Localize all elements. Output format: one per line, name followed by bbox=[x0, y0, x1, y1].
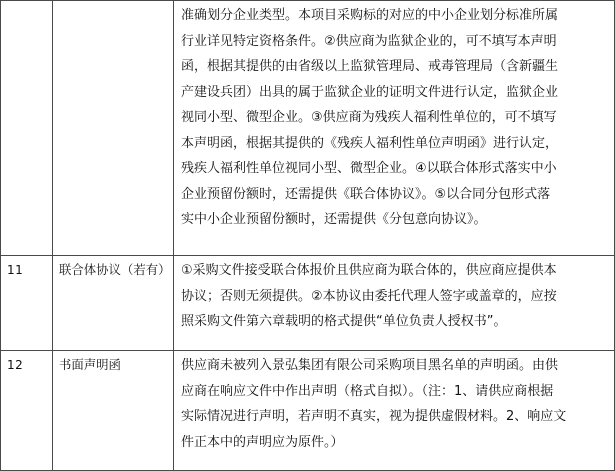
table-row bbox=[1, 256, 615, 351]
description-line: 残疾人福利性单位视同小型、微型企业。④以联合体形式落实中小 bbox=[181, 161, 557, 176]
description-line: 本声明函，根据其提供的《残疾人福利性单位声明函》进行认定， bbox=[181, 135, 559, 151]
description-line: 应商在响应文件中作出声明（格式自拟）。（注：1、请供应商根据 bbox=[181, 383, 554, 399]
description-line: 视同小型、微型企业。③供应商为残疾人福利性单位的，可不填写 bbox=[181, 110, 557, 125]
description-line: 产建设兵团）出具的属于监狱企业的证明文件进行认定，监狱企业 bbox=[181, 84, 559, 100]
row-number-cell: 12 bbox=[1, 351, 53, 471]
description-cell bbox=[174, 1, 615, 256]
row-number-cell: 11 bbox=[1, 256, 53, 351]
description-line: 企业预留份额时，还需提供《联合体协议》。⑤以合同分包形式落 bbox=[181, 186, 551, 202]
description-cell bbox=[174, 256, 615, 351]
description-line: ①采购文件接受联合体报价且供应商为联合体的，供应商应提供本 bbox=[181, 263, 557, 278]
item-name-cell: 联合体协议（若有） bbox=[53, 256, 174, 351]
description-line: 供应商未被列入景弘集团有限公司采购项目黑名单的声明函。由供 bbox=[181, 358, 559, 373]
description-line: 协议；否则无须提供。②本协议由委托代理人签字或盖章的，应按 bbox=[181, 288, 557, 304]
table-row bbox=[1, 1, 615, 256]
description-cell bbox=[174, 351, 615, 471]
item-name-cell bbox=[53, 1, 174, 256]
description-line: 实际情况进行声明，若声明不真实，视为提供虚假材料。2、响应文 bbox=[181, 409, 567, 424]
description-line: 准确划分企业类型。本项目采购标的对应的中小企业划分标准所属 bbox=[181, 8, 559, 23]
item-name-cell: 书面声明函 bbox=[53, 351, 174, 471]
description-line: 行业详见特定资格条件。②供应商为监狱企业的，可不填写本声明 bbox=[181, 33, 557, 49]
description-line: 件正本中的声明应为原件。） bbox=[181, 434, 344, 450]
description-line: 照采购文件第六章载明的格式提供“单位负责人授权书”。 bbox=[181, 314, 507, 329]
description-line: 函，根据其提供的由省级以上监狱管理局、戒毒管理局（含新疆生 bbox=[181, 59, 559, 74]
row-number-cell bbox=[1, 1, 53, 256]
table-row bbox=[1, 351, 615, 471]
description-line: 实中小企业预留份额时，还需提供《分包意向协议》。 bbox=[181, 212, 487, 227]
